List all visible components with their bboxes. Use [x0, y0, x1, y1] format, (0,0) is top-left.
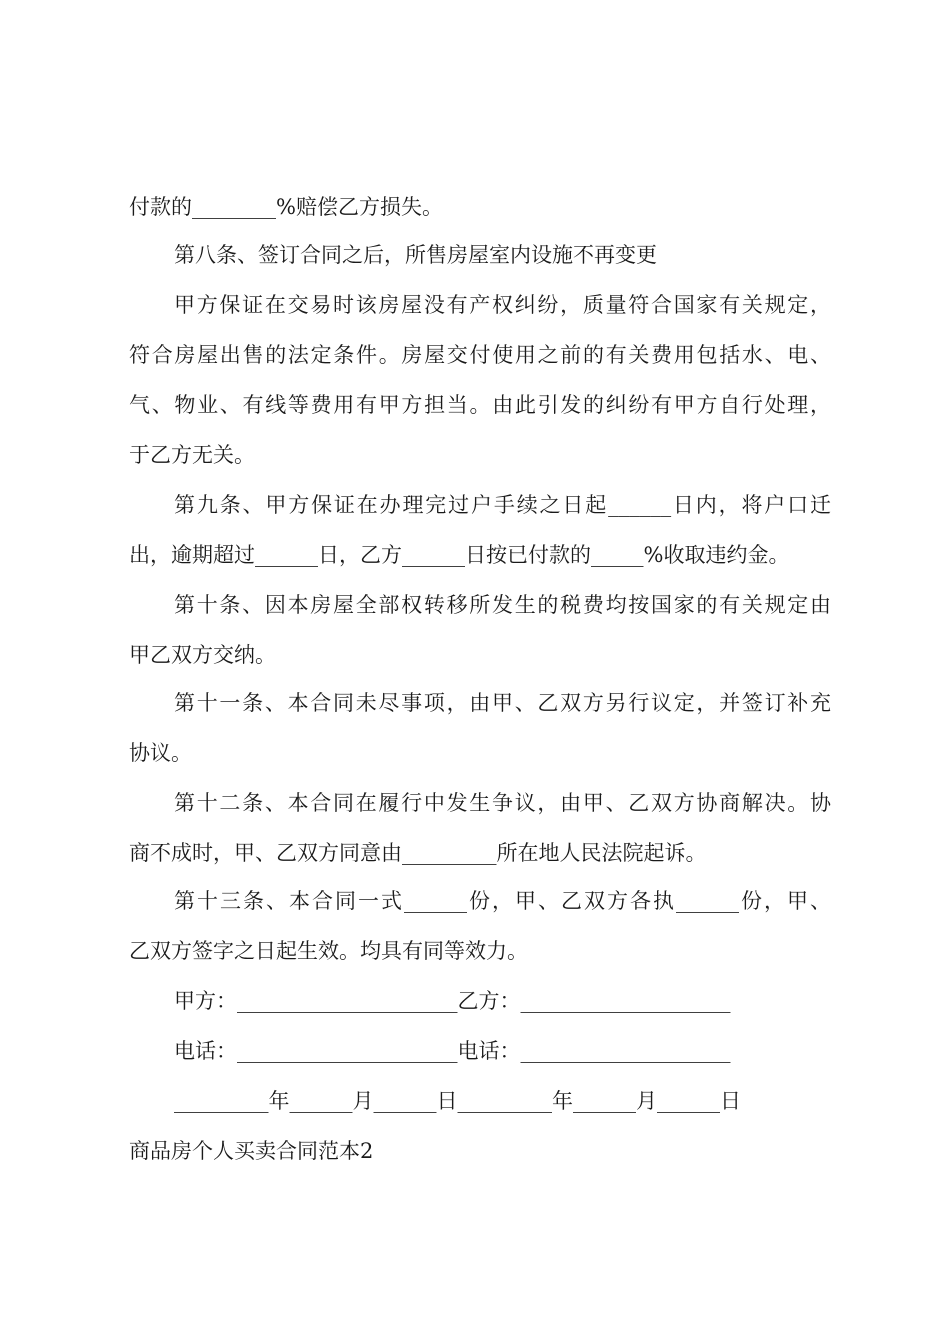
- text-line: 乙双方签字之日起生效。均具有同等效力。: [129, 939, 528, 963]
- text-line: 出，逾期超过______日，乙方______日按已付款的_____%收取违约金。: [129, 543, 790, 567]
- text-line: 甲方保证在交易时该房屋没有产权纠纷，质量符合国家有关规定，: [174, 293, 831, 317]
- text-line: 于乙方无关。: [129, 443, 255, 467]
- text-line: 商不成时，甲、乙双方同意由_________所在地人民法院起诉。: [129, 841, 707, 865]
- signature-line-party: 甲方：_____________________乙方：____________________: [174, 989, 731, 1013]
- text-line: 付款的________%赔偿乙方损失。: [129, 195, 443, 219]
- text-line: 气、物业、有线等费用有甲方担当。由此引发的纠纷有甲方自行处理，: [129, 393, 831, 417]
- text-line: 第十二条、本合同在履行中发生争议，由甲、乙双方协商解决。协: [174, 791, 831, 815]
- text-line: 第十条、因本房屋全部权转移所发生的税费均按国家的有关规定由: [174, 593, 831, 617]
- signature-line-phone: 电话：_____________________电话：____________________: [174, 1039, 731, 1063]
- section-heading: 商品房个人买卖合同范本2: [129, 1139, 374, 1163]
- text-line: 第九条、甲方保证在办理完过户手续之日起______日内，将户口迁: [174, 493, 831, 517]
- signature-line-date: _________年______月______日_________年______月______日: [174, 1089, 741, 1113]
- text-line: 第八条、签订合同之后，所售房屋室内设施不再变更: [174, 243, 657, 267]
- text-line: 第十三条、本合同一式______份，甲、乙双方各执______份，甲、: [174, 889, 831, 913]
- text-line: 第十一条、本合同未尽事项，由甲、乙双方另行议定，并签订补充: [174, 691, 831, 715]
- text-line: 甲乙双方交纳。: [129, 643, 276, 667]
- text-line: 符合房屋出售的法定条件。房屋交付使用之前的有关费用包括水、电、: [129, 343, 831, 367]
- text-line: 协议。: [129, 741, 192, 765]
